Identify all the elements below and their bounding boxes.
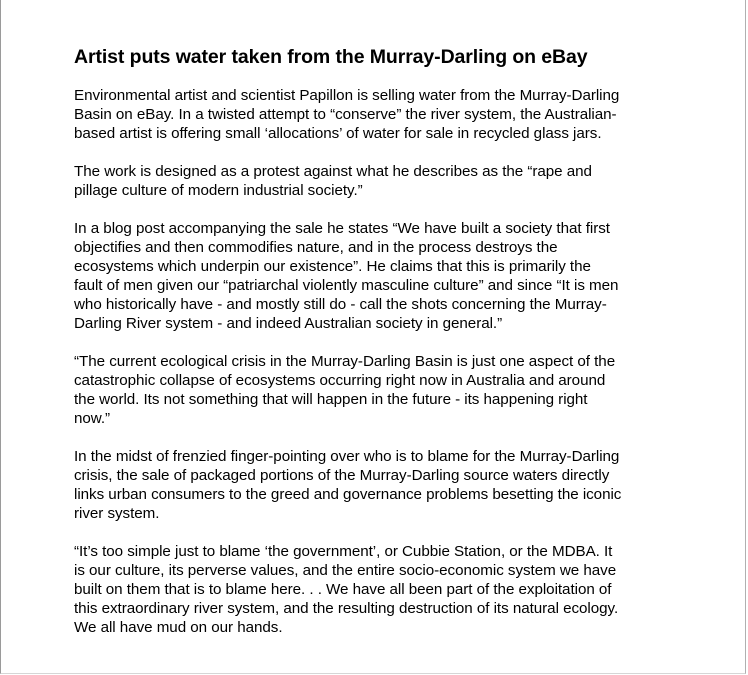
paragraph-line: Darling River system - and indeed Australian society in general.” (74, 315, 503, 332)
article (74, 44, 674, 656)
paragraph-line: The work is designed as a protest against what he describes as the “rape and (74, 163, 592, 180)
paragraph-line: We all have mud on our hands. (74, 619, 283, 636)
paragraph-line: who historically have - and mostly still do - call the shots concerning the Murray- (74, 296, 607, 313)
paragraph-line: this extraordinary river system, and the resulting destruction of its natural ecology. (74, 600, 619, 617)
article-paragraph (74, 447, 674, 523)
paragraph-line: “The current ecological crisis in the Murray-Darling Basin is just one aspect of the (74, 353, 616, 370)
paragraph-line: fault of men given our “patriarchal violently masculine culture” and since “It is men (74, 277, 619, 294)
article-paragraph (74, 352, 674, 428)
paragraph-line: ecosystems which underpin our existence”. He claims that this is primarily the (74, 258, 591, 275)
paragraph-line: the world. Its not something that will happen in the future - its happening right (74, 391, 588, 408)
paragraph-line: is our culture, its perverse values, and the entire socio-economic system we have (74, 562, 617, 579)
paragraph-line: based artist is offering small ‘allocations’ of water for sale in recycled glass jars. (74, 125, 602, 142)
paragraph-line: “It’s too simple just to blame ‘the government’, or Cubbie Station, or the MDBA. It (74, 543, 613, 560)
paragraph-line: objectifies and then commodifies nature, and in the process destroys the (74, 239, 558, 256)
article-paragraph (74, 542, 674, 637)
article-paragraph (74, 219, 674, 333)
article-paragraph (74, 162, 674, 200)
paragraph-line: links urban consumers to the greed and governance problems besetting the iconic (74, 486, 622, 503)
article-title: Artist puts water taken from the Murray-Darling on eBay (74, 46, 588, 68)
paragraph-line: Basin on eBay. In a twisted attempt to “conserve” the river system, the Australian- (74, 106, 617, 123)
paragraph-line: In a blog post accompanying the sale he states “We have built a society that first (74, 220, 610, 237)
paragraph-line: Environmental artist and scientist Papillon is selling water from the Murray-Darling (74, 87, 620, 104)
paragraph-line: In the midst of frenzied finger-pointing over who is to blame for the Murray-Darling (74, 448, 620, 465)
paragraph-line: river system. (74, 505, 160, 522)
paragraph-line: now.” (74, 410, 111, 427)
paragraph-line: built on them that is to blame here. . . We have all been part of the exploitation of (74, 581, 612, 598)
paragraph-line: pillage culture of modern industrial society.” (74, 182, 363, 199)
paragraph-line: catastrophic collapse of ecosystems occurring right now in Australia and around (74, 372, 606, 389)
paragraph-line: crisis, the sale of packaged portions of the Murray-Darling source waters directly (74, 467, 610, 484)
article-paragraph (74, 86, 674, 143)
